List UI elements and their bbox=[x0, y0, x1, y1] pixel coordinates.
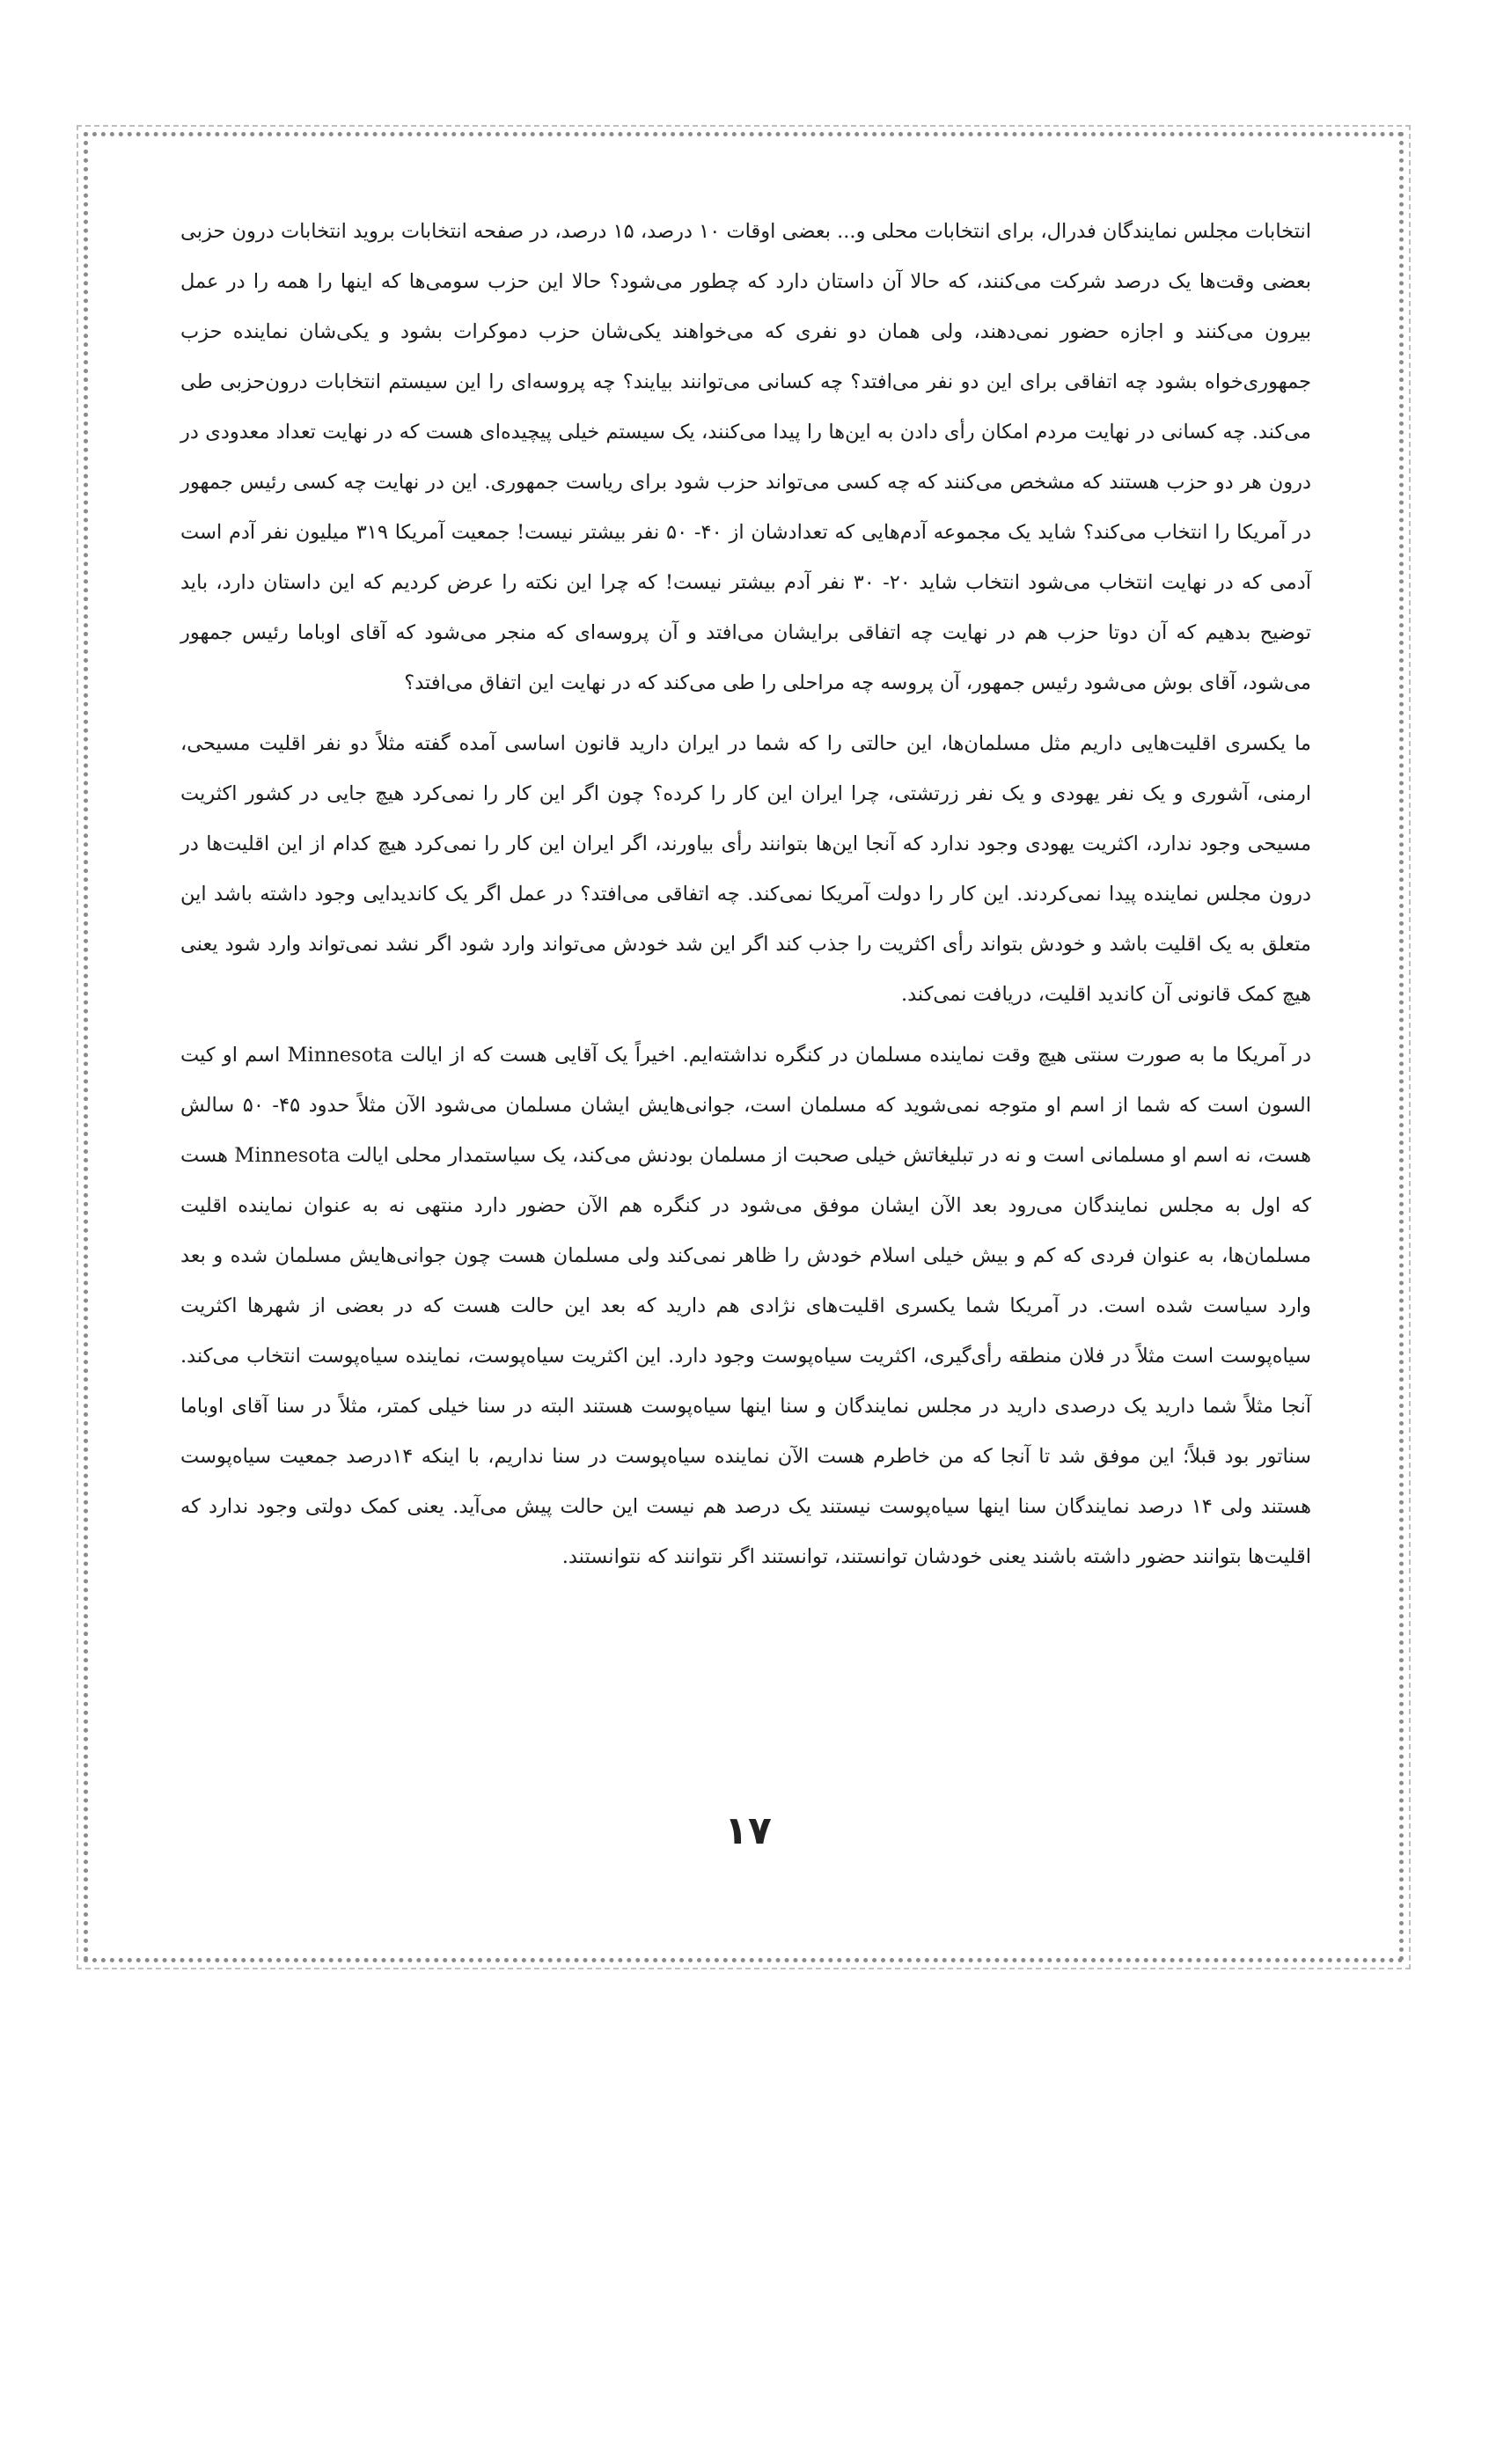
paragraph-3: در آمریکا ما به صورت سنتی هیچ وقت نماینده مسلمان در کنگره نداشته‌ایم. اخیراً یک آقایی هست که از ایالت Minnesota اسم او کیت السون است که شما از اسم او متوجه نمی‌شوید که مسلمان است، جوانی‌هایش ایشان مسلمان می‌شود الآن مثلاً حدود ۴۵- ۵۰ سالش هست، نه اسم او مسلمانی است و نه در تبلیغاتش خیلی صحبت از مسلمان بودنش می‌کند، یک سیاستمدار محلی ایالت Minnesota هست که اول به مجلس نمایندگان می‌رود بعد الآن ایشان موفق می‌شود در کنگره هم الآن حضور دارد منتهی نه به عنوان نماینده اقلیت مسلمان‌ها، به عنوان فردی که کم و بیش خیلی اسلام خودش را ظاهر نمی‌کند ولی مسلمان هست چون جوانی‌هایش مسلمان شده و بعد وارد سیاست شده است. در آمریکا شما یکسری اقلیت‌های نژادی هم دارید که بعد این حالت هست که در بعضی از شهرها اکثریت سیاه‌پوست است مثلاً در فلان منطقه رأی‌گیری، اکثریت سیاه‌پوست وجود دارد. این اکثریت سیاه‌پوست، نماینده سیاه‌پوست انتخاب می‌کند. آنجا مثلاً شما دارید یک درصدی دارید در مجلس نمایندگان و سنا اینها سیاه‌پوست هستند البته در سنا خیلی کمتر، مثلاً در سنا آقای اوباما سناتور بود قبلاً؛ این موفق شد تا آنجا که من خاطرم هست الآن نماینده سیاه‌پوست در سنا نداریم، با اینکه ۱۴درصد جمعیت سیاه‌پوست هستند ولی ۱۴ درصد نمایندگان سنا اینها سیاه‌پوست نیستند یک درصد هم نیست این حالت پیش می‌آید. یعنی کمک دولتی وجود ندارد که اقلیت‌ها بتوانند حضور داشته باشند یعنی خودشان توانستند، توانستند اگر نتوانند که نتوانستند. bbox=[180, 1044, 1311, 1568]
body-text bbox=[180, 207, 1311, 1593]
page-number: ۱۷ bbox=[724, 1808, 772, 1853]
paragraph-1: انتخابات مجلس نمایندگان فدرال، برای انتخابات محلی و... بعضی اوقات ۱۰ درصد، ۱۵ درصد، در صفحه انتخابات بروید انتخابات درون حزبی بعضی وقت‌ها یک درصد شرکت می‌کنند، که حالا آن داستان دارد که چطور می‌شود؟ حالا این حزب سومی‌ها که اینها را همه را در عمل بیرون می‌کنند و اجازه حضور نمی‌دهند، ولی همان دو نفری که می‌خواهند یکی‌شان حزب دموکرات بشود و یکی‌شان نماینده حزب جمهوری‌خواه بشود چه اتفاقی برای این دو نفر می‌افتد؟ چه کسانی می‌توانند بیایند؟ چه پروسه‌ای را این سیستم انتخابات درون‌حزبی طی می‌کند. چه کسانی در نهایت مردم امکان رأی دادن به این‌ها را پیدا می‌کنند، یک سیستم خیلی پیچیده‌ای هست که در نهایت تعداد معدودی در درون هر دو حزب هستند که مشخص می‌کنند که چه کسی می‌تواند حزب شود برای ریاست جمهوری. این در نهایت چه کسی رئیس جمهور در آمریکا را انتخاب می‌کند؟ شاید یک مجموعه آدم‌هایی که تعدادشان از ۴۰- ۵۰ نفر بیشتر نیست! جمعیت آمریکا ۳۱۹ میلیون نفر آدم است آدمی که در نهایت انتخاب می‌شود انتخاب شاید ۲۰- ۳۰ نفر آدم بیشتر نیست! که چرا این نکته را عرض کردیم که این داستان دارد، باید توضیح بدهیم که آن دوتا حزب هم در نهایت چه اتفاقی برایشان می‌افتد و آن پروسه‌ای که منجر می‌شود که آقای اوباما رئیس جمهور می‌شود، آقای بوش می‌شود رئیس جمهور، آن پروسه چه مراحلی را طی می‌کند که در نهایت این اتفاق می‌افتد؟ bbox=[180, 220, 1311, 694]
paragraph-2: ما یکسری اقلیت‌هایی داریم مثل مسلمان‌ها، این حالتی را که شما در ایران دارید قانون اساسی آمده گفته مثلاً دو نفر اقلیت مسیحی، ارمنی، آشوری و یک نفر یهودی و یک نفر زرتشتی، چرا ایران این کار را کرده؟ چون اگر این کار را نمی‌کرد هیچ جایی در کشور اکثریت مسیحی وجود ندارد، اکثریت یهودی وجود ندارد که آنجا این‌ها بتوانند رأی بیاورند، اگر ایران این کار را نمی‌کرد هیچ کدام از این اقلیت‌ها در درون مجلس نماینده پیدا نمی‌کردند. این کار را دولت آمریکا نمی‌کند. چه اتفاقی می‌افتد؟ در عمل اگر یک کاندیدایی وجود داشته باشد این متعلق به یک اقلیت باشد و خودش بتواند رأی اکثریت را جذب کند اگر این شد خودش می‌تواند وارد شود اگر نشد نمی‌تواند وارد شود یعنی هیچ کمک قانونی آن کاندید اقلیت، دریافت نمی‌کند. bbox=[180, 732, 1311, 1006]
